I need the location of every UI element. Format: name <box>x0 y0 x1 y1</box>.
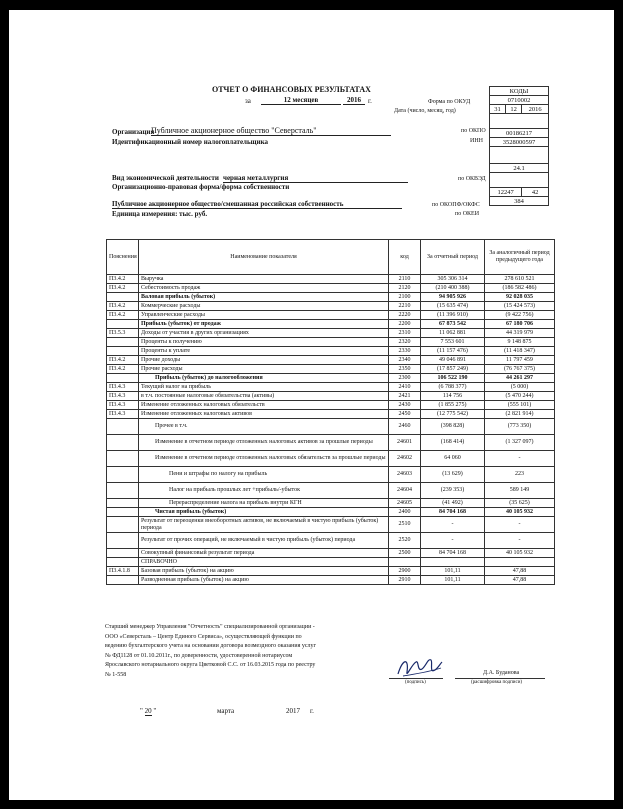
row-name: Прибыль (убыток) до налогообложения <box>139 374 389 383</box>
unit-label: Единица измерения: тыс. руб. <box>112 210 208 218</box>
row-current: (398 828) <box>421 419 485 435</box>
row-current <box>421 558 485 567</box>
row-code: 2430 <box>389 401 421 410</box>
forma-label: Форма по ОКУД <box>428 99 471 105</box>
row-name: Валовая прибыль (убыток) <box>139 293 389 302</box>
row-previous: 223 <box>485 467 555 483</box>
row-name: Изменение в отчетном периоде отложенных налоговых обязательств за прошлые периоды <box>139 451 389 467</box>
row-name: Себестоимость продаж <box>139 284 389 293</box>
okud-code: 0710002 <box>490 96 549 105</box>
row-code: 2100 <box>389 293 421 302</box>
row-note: П3.4.3 <box>107 410 139 419</box>
inn-label: ИНН <box>470 138 483 144</box>
row-previous: 44 319 979 <box>485 329 555 338</box>
row-name: Базовая прибыль (убыток) на акцию <box>139 567 389 576</box>
okved-code: 24.1 <box>490 164 549 173</box>
table-row <box>107 499 555 508</box>
table-row <box>107 567 555 576</box>
row-current: (11 396 910) <box>421 311 485 320</box>
period-g: г. <box>368 97 372 105</box>
table-row <box>107 435 555 451</box>
table-row <box>107 356 555 365</box>
row-note <box>107 338 139 347</box>
row-note: П3.4.2 <box>107 356 139 365</box>
row-name: Результат от прочих операций, не включаемый в чистую прибыль (убыток) периода <box>139 533 389 549</box>
row-note <box>107 499 139 508</box>
row-name: Изменение отложенных налоговых активов <box>139 410 389 419</box>
table-row <box>107 311 555 320</box>
row-note: П3.4.3 <box>107 401 139 410</box>
decode-caption: (расшифровка подписи) <box>471 680 523 685</box>
inn-code: 3528000597 <box>490 138 549 147</box>
row-name: Прочее в т.ч. <box>139 419 389 435</box>
row-previous: 67 180 706 <box>485 320 555 329</box>
row-current: 49 046 891 <box>421 356 485 365</box>
row-note <box>107 549 139 558</box>
row-code: 2320 <box>389 338 421 347</box>
row-previous: 9 148 875 <box>485 338 555 347</box>
header-previous: За аналогичный период предыдущего года <box>485 240 555 275</box>
row-name: Совокупный финансовый результат периода <box>139 549 389 558</box>
row-current: (1 855 275) <box>421 401 485 410</box>
row-name: Проценты к уплате <box>139 347 389 356</box>
row-name: Перераспределение налога на прибыль внутри КГН <box>139 499 389 508</box>
row-note: П3.5.3 <box>107 329 139 338</box>
table-row <box>107 533 555 549</box>
row-current: 101,11 <box>421 576 485 585</box>
row-note: П3.4.2 <box>107 311 139 320</box>
row-current: (13 629) <box>421 467 485 483</box>
table-row <box>107 419 555 435</box>
row-current: 106 522 190 <box>421 374 485 383</box>
row-previous: 40 105 932 <box>485 549 555 558</box>
footer-date-g: г. <box>310 707 314 715</box>
row-name: СПРАВОЧНО <box>139 558 389 567</box>
row-current: - <box>421 533 485 549</box>
row-note <box>107 419 139 435</box>
row-previous: (1 327 097) <box>485 435 555 451</box>
row-name: Проценты к получению <box>139 338 389 347</box>
table-row <box>107 275 555 284</box>
table-row <box>107 338 555 347</box>
row-previous: (555 101) <box>485 401 555 410</box>
table-row <box>107 293 555 302</box>
table-row <box>107 558 555 567</box>
period-year: 2016 <box>343 96 365 105</box>
row-previous: 47,88 <box>485 576 555 585</box>
row-code: 2120 <box>389 284 421 293</box>
date-day: 31 <box>490 105 506 114</box>
row-previous: 11 797 459 <box>485 356 555 365</box>
okei-code: 384 <box>490 197 549 206</box>
table-row <box>107 302 555 311</box>
row-name: Доходы от участия в других организациях <box>139 329 389 338</box>
row-previous: (5 000) <box>485 383 555 392</box>
row-code: 24602 <box>389 451 421 467</box>
financial-results-table <box>106 239 555 585</box>
row-previous: 40 105 932 <box>485 508 555 517</box>
row-previous: (2 821 914) <box>485 410 555 419</box>
table-row <box>107 401 555 410</box>
row-note <box>107 576 139 585</box>
row-code: 2520 <box>389 533 421 549</box>
date-label: Дата (число, месяц, год) <box>394 108 456 114</box>
row-note: П3.4.3 <box>107 383 139 392</box>
okved-label: по ОКВЭД <box>458 176 486 182</box>
table-row <box>107 374 555 383</box>
row-previous: (35 625) <box>485 499 555 508</box>
table-row <box>107 383 555 392</box>
row-current: 305 306 314 <box>421 275 485 284</box>
row-code: 2500 <box>389 549 421 558</box>
date-year: 2016 <box>522 105 549 114</box>
row-current: (41 492) <box>421 499 485 508</box>
codes-table <box>489 86 549 206</box>
row-current: - <box>421 517 485 533</box>
row-previous: (9 422 756) <box>485 311 555 320</box>
row-note <box>107 558 139 567</box>
okei-label: по ОКЕИ <box>455 211 480 217</box>
row-name: Управленческие расходы <box>139 311 389 320</box>
date-month: 12 <box>506 105 522 114</box>
row-previous: (76 767 375) <box>485 365 555 374</box>
signatory-line: № ФД1128 от 01.10.2011г., по доверенности, удостоверенной нотариусом <box>105 652 293 659</box>
signatory-line: ООО «Северсталь – Центр Единого Сервиса», осуществляющей функции по <box>105 633 302 640</box>
signatory-text <box>105 623 316 680</box>
row-code: 24601 <box>389 435 421 451</box>
row-code: 2330 <box>389 347 421 356</box>
signatory-line: Старший менеджер Управления "Отчетность" специализированной организации - <box>105 624 315 630</box>
opf-label: Организационно-правовая форма/форма собственности <box>112 183 290 191</box>
row-previous: (11 418 347) <box>485 347 555 356</box>
okpo-label: по ОКПО <box>461 128 486 134</box>
row-note: П3.4.2 <box>107 365 139 374</box>
table-row <box>107 410 555 419</box>
row-note: П3.4.2 <box>107 275 139 284</box>
table-body <box>107 275 555 585</box>
header-current: За отчетный период <box>421 240 485 275</box>
org-label: Организация <box>112 128 155 136</box>
row-note <box>107 483 139 499</box>
row-code: 2340 <box>389 356 421 365</box>
row-previous: (5 470 244) <box>485 392 555 401</box>
row-code: 2421 <box>389 392 421 401</box>
row-name: Изменение отложенных налоговых обязательств <box>139 401 389 410</box>
okopf-label: по ОКОПФ/ОКФС <box>432 202 480 208</box>
codes-title: КОДЫ <box>490 87 549 96</box>
row-current: (12 775 542) <box>421 410 485 419</box>
row-previous: 47,88 <box>485 567 555 576</box>
row-name: в т.ч. постоянные налоговые обязательства (активы) <box>139 392 389 401</box>
row-note <box>107 533 139 549</box>
row-code: 2110 <box>389 275 421 284</box>
row-current: 114 756 <box>421 392 485 401</box>
header-name: Наименование показателя <box>139 240 389 275</box>
row-code: 2220 <box>389 311 421 320</box>
row-previous: 278 610 521 <box>485 275 555 284</box>
row-current: 94 905 926 <box>421 293 485 302</box>
row-name: Коммерческие расходы <box>139 302 389 311</box>
row-code: 2460 <box>389 419 421 435</box>
header-code: код <box>389 240 421 275</box>
table-row <box>107 467 555 483</box>
row-code: 24604 <box>389 483 421 499</box>
row-previous: (773 350) <box>485 419 555 435</box>
row-previous: (15 424 573) <box>485 302 555 311</box>
table-row <box>107 549 555 558</box>
activity-label: Вид экономической деятельности <box>112 174 219 182</box>
row-note: П3.4.2 <box>107 302 139 311</box>
document-page <box>9 10 614 800</box>
header-notes: Пояснения <box>107 240 139 275</box>
row-code: 2510 <box>389 517 421 533</box>
period-value: 12 месяцев <box>261 96 341 105</box>
row-code: 2200 <box>389 320 421 329</box>
row-code: 2300 <box>389 374 421 383</box>
row-code: 2210 <box>389 302 421 311</box>
table-row <box>107 392 555 401</box>
row-code: 2450 <box>389 410 421 419</box>
signatory-line: № 1-558 <box>105 671 127 678</box>
row-code: 2310 <box>389 329 421 338</box>
table-row <box>107 508 555 517</box>
row-name: Выручка <box>139 275 389 284</box>
row-current: 11 062 881 <box>421 329 485 338</box>
row-note: П3.4.2 <box>107 284 139 293</box>
row-previous: - <box>485 517 555 533</box>
row-current: (239 353) <box>421 483 485 499</box>
table-row <box>107 483 555 499</box>
okfs-code: 42 <box>522 188 549 197</box>
row-name: Налог на прибыль прошлых лет +прибыль/-убыток <box>139 483 389 499</box>
table-row <box>107 576 555 585</box>
row-name: Текущий налог на прибыль <box>139 383 389 392</box>
row-current: 101,11 <box>421 567 485 576</box>
row-name: Прибыль (убыток) от продаж <box>139 320 389 329</box>
signatory-line: Ярославского нотариального округа Цветковой С.С. от 16.03.2015 года по реестру <box>105 662 316 668</box>
org-name: Публичное акционерное общество "Северсталь" <box>151 126 391 136</box>
okopf-code: 12247 <box>490 188 522 197</box>
row-current: 84 704 168 <box>421 549 485 558</box>
row-note <box>107 467 139 483</box>
row-note <box>107 435 139 451</box>
row-name: Прочие доходы <box>139 356 389 365</box>
table-row <box>107 517 555 533</box>
row-code <box>389 558 421 567</box>
row-current: (11 157 476) <box>421 347 485 356</box>
inn-label-left: Идентификационный номер налогоплательщика <box>112 138 269 146</box>
table-row <box>107 284 555 293</box>
row-name: Прочие расходы <box>139 365 389 374</box>
row-current: (6 788 377) <box>421 383 485 392</box>
row-note <box>107 508 139 517</box>
row-current: (15 635 474) <box>421 302 485 311</box>
signer-name: Д.А. Буданова <box>483 670 520 676</box>
row-code: 2410 <box>389 383 421 392</box>
row-code: 2400 <box>389 508 421 517</box>
sign-caption: (подпись) <box>405 680 426 685</box>
row-name: Изменение в отчетном периоде отложенных налоговых активов за прошлые периоды <box>139 435 389 451</box>
row-code: 2900 <box>389 567 421 576</box>
row-current: 64 060 <box>421 451 485 467</box>
row-previous: (186 582 486) <box>485 284 555 293</box>
table-row <box>107 329 555 338</box>
row-name: Чистая прибыль (убыток) <box>139 508 389 517</box>
report-title: ОТЧЕТ О ФИНАНСОВЫХ РЕЗУЛЬТАТАХ <box>212 85 371 94</box>
okpo-code: 00186217 <box>490 129 549 138</box>
table-row <box>107 320 555 329</box>
table-row <box>107 347 555 356</box>
row-code: 2910 <box>389 576 421 585</box>
row-previous: 92 028 035 <box>485 293 555 302</box>
signatory-line: ведению бухгалтерского учета на основании договора возмездного оказания услуг <box>105 643 316 649</box>
row-code: 2350 <box>389 365 421 374</box>
activity-value: черная металлургия <box>223 174 408 183</box>
row-current: 7 553 601 <box>421 338 485 347</box>
row-name: Пени и штрафы по налогу на прибыль <box>139 467 389 483</box>
row-previous: 44 261 297 <box>485 374 555 383</box>
row-note <box>107 374 139 383</box>
row-current: (210 400 388) <box>421 284 485 293</box>
table-row <box>107 365 555 374</box>
row-note: П3.4.1.8 <box>107 567 139 576</box>
row-previous: - <box>485 533 555 549</box>
row-previous <box>485 558 555 567</box>
table-row <box>107 451 555 467</box>
row-current: (168 414) <box>421 435 485 451</box>
footer-date-month: марта <box>217 707 235 715</box>
period-za: за <box>245 97 251 105</box>
row-previous: - <box>485 451 555 467</box>
row-name: Результат от переоценки внеоборотных активов, не включаемый в чистую прибыль (убыток) периода <box>139 517 389 533</box>
opf-value: Публичное акционерное общество/смешанная российская собственность <box>112 200 402 209</box>
row-note <box>107 293 139 302</box>
row-name: Разводненная прибыль (убыток) на акцию <box>139 576 389 585</box>
row-note <box>107 320 139 329</box>
row-current: (17 857 249) <box>421 365 485 374</box>
footer-date-day: " 20 " <box>140 707 157 715</box>
row-note <box>107 347 139 356</box>
row-note <box>107 451 139 467</box>
row-note: П3.4.3 <box>107 392 139 401</box>
row-previous: 589 149 <box>485 483 555 499</box>
row-code: 24605 <box>389 499 421 508</box>
row-current: 67 873 542 <box>421 320 485 329</box>
row-current: 84 704 168 <box>421 508 485 517</box>
footer-date-year: 2017 <box>286 707 300 715</box>
row-note <box>107 517 139 533</box>
row-code: 24603 <box>389 467 421 483</box>
